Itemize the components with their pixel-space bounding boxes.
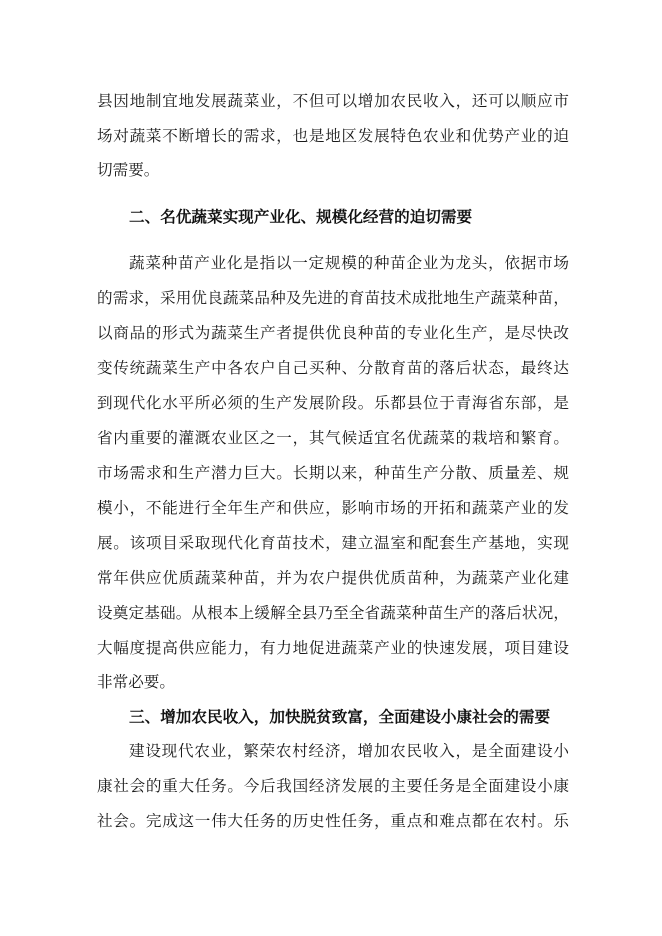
paragraph-2-line-8: 模小，不能进行全年生产和供应，影响市场的开拓和蔬菜产业的发 <box>97 499 569 517</box>
paragraph-2-line-11: 设奠定基础。从根本上缓解全县乃至全省蔬菜种苗生产的落后状况， <box>97 604 569 622</box>
paragraph-2-line-6: 省内重要的灌溉农业区之一，其气候适宜名优蔬菜的栽培和繁育。 <box>97 429 569 447</box>
paragraph-3-line-2: 康社会的重大任务。今后我国经济发展的主要任务是全面建设小康 <box>97 777 569 795</box>
paragraph-3-line-3: 社会。完成这一伟大任务的历史性任务，重点和难点都在农村。乐 <box>97 812 569 830</box>
paragraph-3-line-1: 建设现代农业，繁荣农村经济，增加农民收入，是全面建设小 <box>129 742 569 760</box>
paragraph-2-line-1: 蔬菜种苗产业化是指以一定规模的种苗企业为龙头，依据市场 <box>129 254 569 272</box>
paragraph-2-line-7: 市场需求和生产潜力巨大。长期以来，种苗生产分散、质量差、规 <box>97 464 569 482</box>
paragraph-1-line-1: 县因地制宜地发展蔬菜业，不但可以增加农民收入，还可以顺应市 <box>97 92 569 110</box>
paragraph-1-line-3: 切需要。 <box>97 161 160 179</box>
paragraph-2-line-10: 常年供应优质蔬菜种苗，并为农户提供优质苗种，为蔬菜产业化建 <box>97 569 569 587</box>
section-heading-3: 三、增加农民收入，加快脱贫致富，全面建设小康社会的需要 <box>129 708 551 726</box>
paragraph-2-line-12: 大幅度提高供应能力，有力地促进蔬菜产业的快速发展，项目建设 <box>97 639 569 657</box>
paragraph-2-line-5: 到现代化水平所必须的生产发展阶段。乐都县位于青海省东部，是 <box>97 394 569 412</box>
paragraph-2-line-4: 变传统蔬菜生产中各农户自己买种、分散育苗的落后状态，最终达 <box>97 359 569 377</box>
paragraph-2-line-3: 以商品的形式为蔬菜生产者提供优良种苗的专业化生产，是尽快改 <box>97 324 569 342</box>
paragraph-2-line-9: 展。该项目采取现代化育苗技术，建立温室和配套生产基地，实现 <box>97 534 569 552</box>
paragraph-1-line-2: 场对蔬菜不断增长的需求，也是地区发展特色农业和优势产业的迫 <box>97 127 569 145</box>
paragraph-2-line-2: 的需求，采用优良蔬菜品种及先进的育苗技术成批地生产蔬菜种苗， <box>97 289 569 307</box>
paragraph-2-line-13: 非常必要。 <box>97 673 175 691</box>
section-heading-2: 二、名优蔬菜实现产业化、规模化经营的迫切需要 <box>129 208 473 226</box>
